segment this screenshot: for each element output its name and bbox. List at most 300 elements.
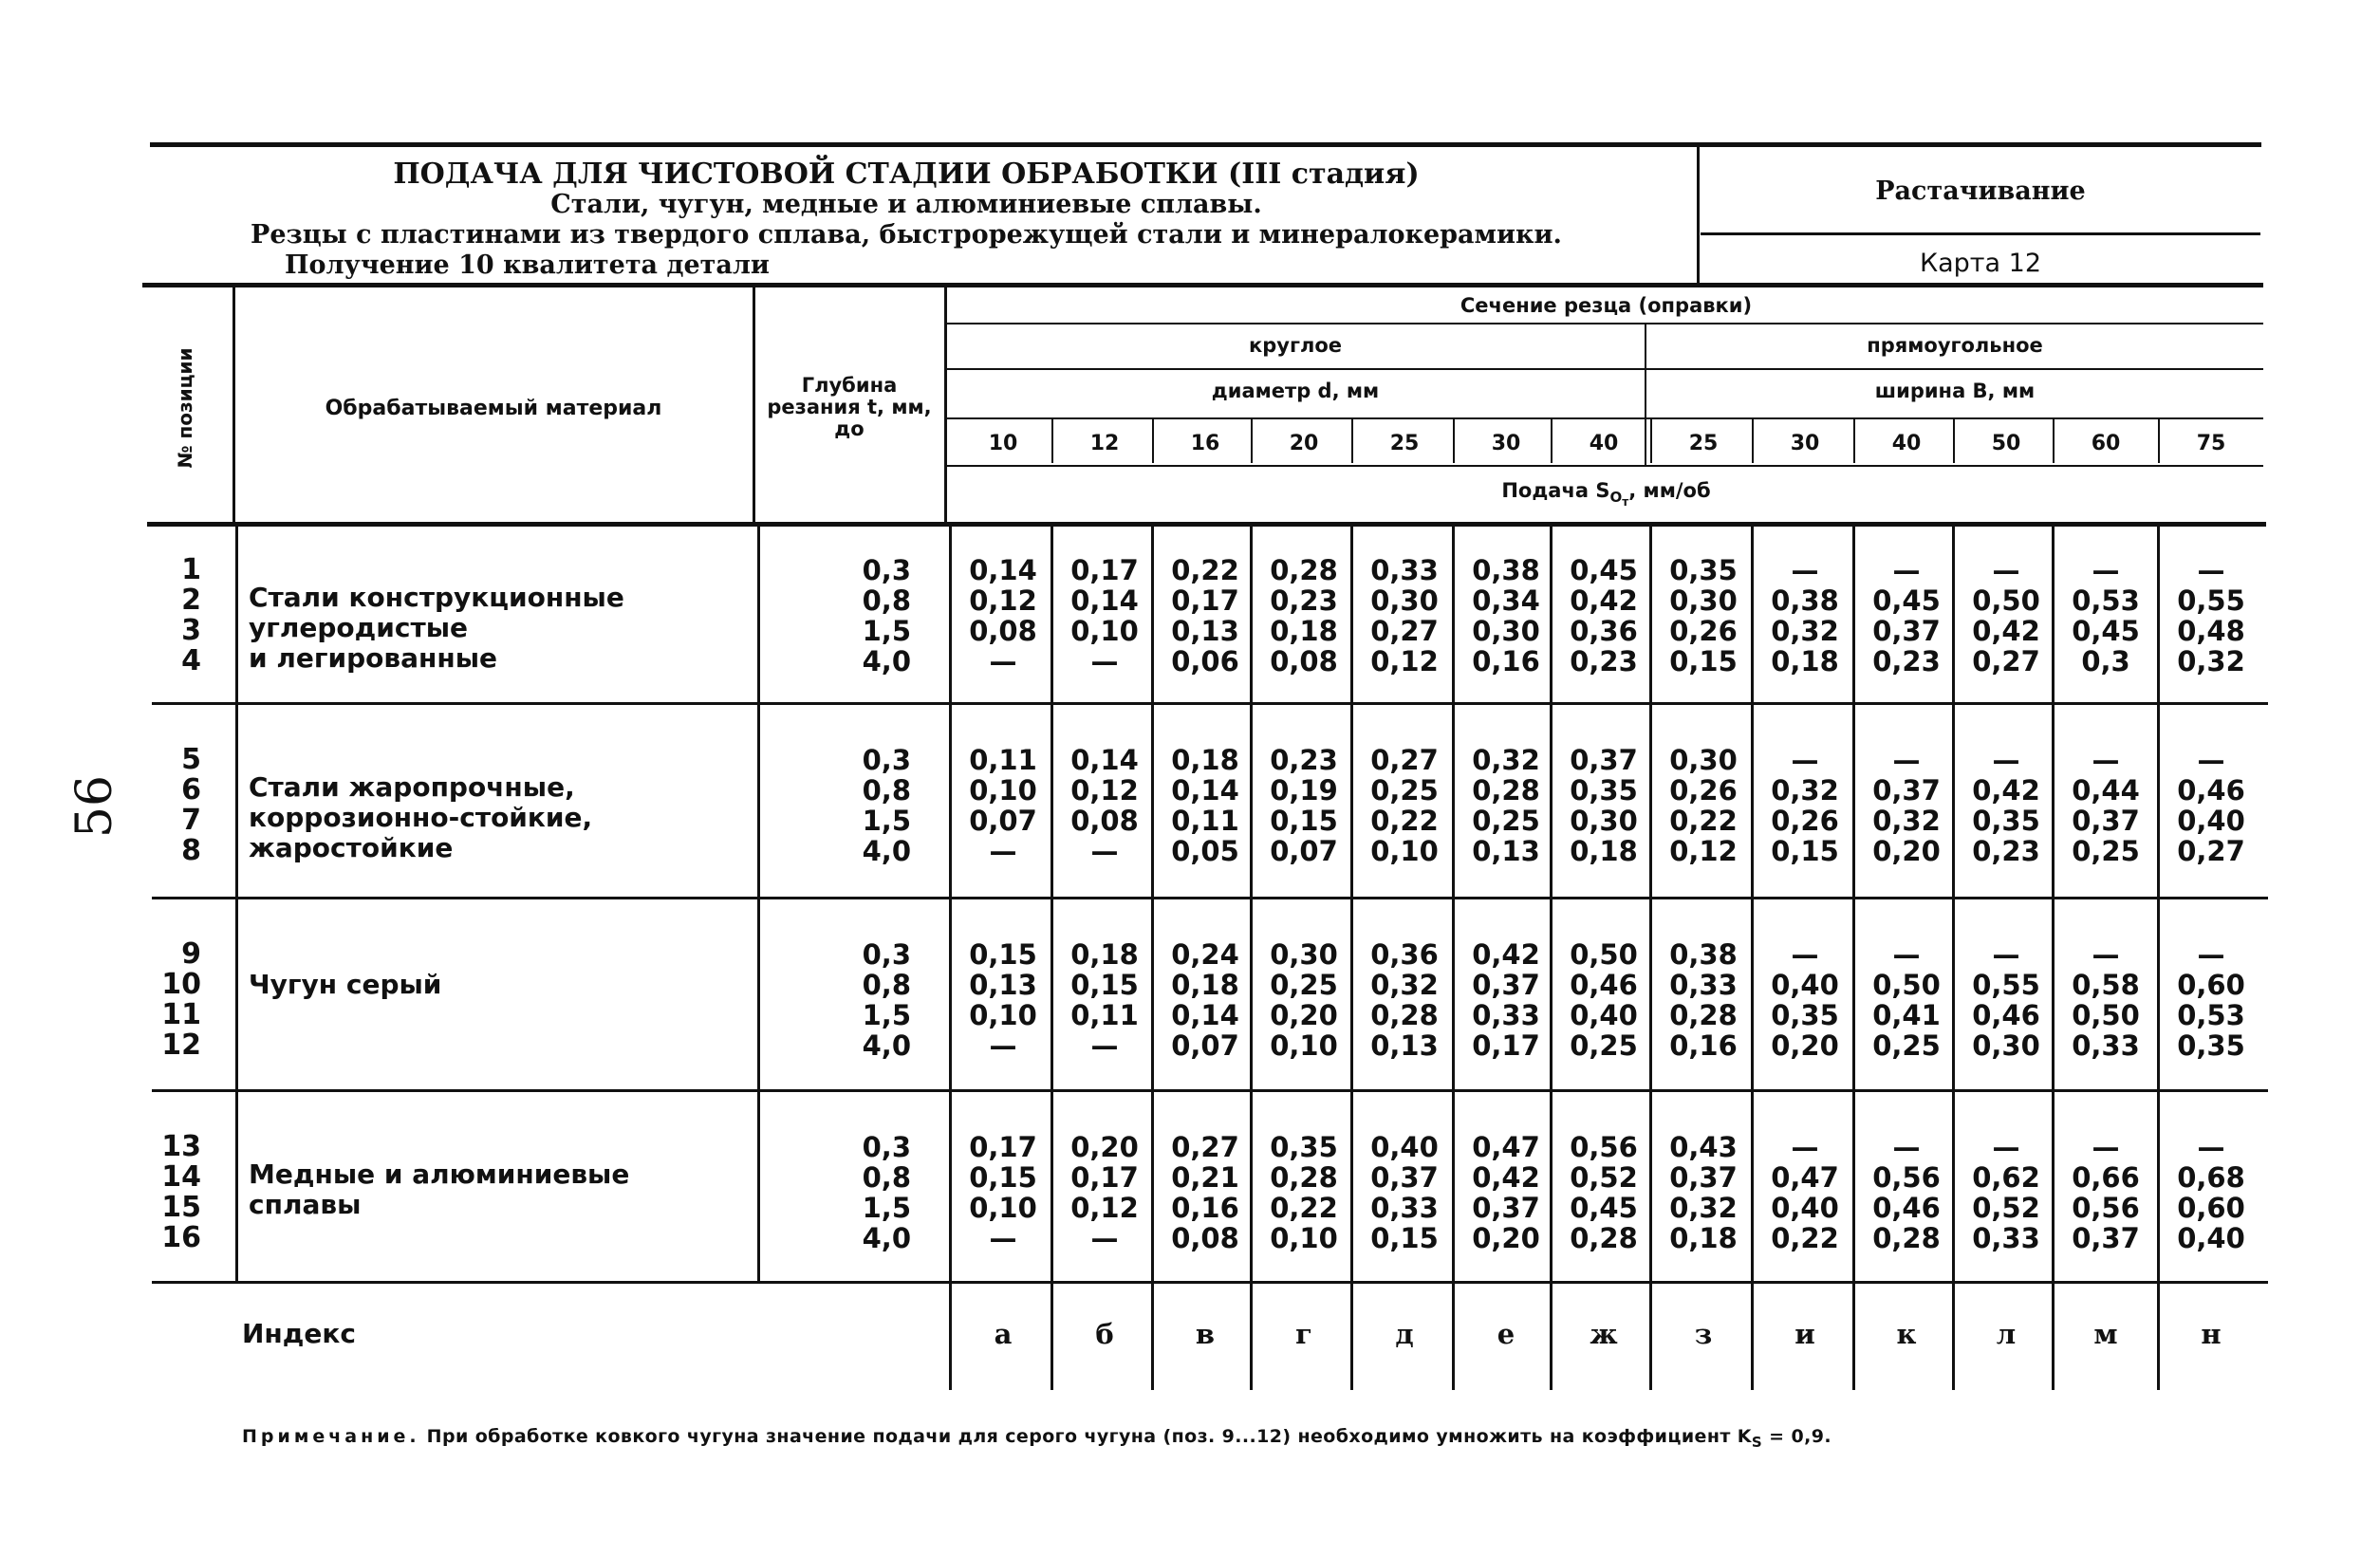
size-separator bbox=[2053, 419, 2055, 463]
feed-value: 0,62 bbox=[1972, 1161, 2040, 1194]
size-header: 40 bbox=[1589, 432, 1619, 455]
title-line-3: Резцы с пластинами из твердого сплава, быстрорежущей стали и минералокерамики. bbox=[251, 220, 1562, 250]
feed-value: 0,52 bbox=[1570, 1161, 1638, 1194]
size-separator bbox=[1051, 419, 1053, 463]
feed-value: 0,08 bbox=[1171, 1222, 1239, 1254]
position-number: 12 bbox=[161, 1029, 201, 1062]
size-header: 20 bbox=[1289, 432, 1319, 455]
feed-value: 0,53 bbox=[2177, 999, 2245, 1031]
position-number: 11 bbox=[161, 998, 201, 1031]
feed-value: — bbox=[2197, 938, 2225, 971]
feed-value: 0,18 bbox=[1669, 1222, 1738, 1254]
feed-value: 0,19 bbox=[1270, 774, 1338, 806]
depth-value: 1,5 bbox=[862, 999, 911, 1031]
material-name: Стали конструкционные bbox=[249, 581, 624, 613]
feed-value: 0,27 bbox=[1370, 615, 1439, 647]
feed-value: 0,14 bbox=[1171, 999, 1239, 1031]
feed-value: 0,14 bbox=[1070, 744, 1139, 776]
feed-value: 0,07 bbox=[1270, 835, 1338, 867]
feed-value: — bbox=[1791, 1131, 1819, 1163]
size-separator bbox=[1752, 419, 1754, 463]
depth-value: 1,5 bbox=[862, 615, 911, 647]
feed-value: 0,30 bbox=[1472, 615, 1540, 647]
feed-label bbox=[949, 479, 2263, 509]
feed-value: 0,18 bbox=[1570, 835, 1638, 867]
feed-value: 0,17 bbox=[1070, 554, 1139, 586]
feed-value: 0,18 bbox=[1171, 744, 1239, 776]
feed-value: 0,42 bbox=[1570, 584, 1638, 617]
col-line-depth bbox=[753, 285, 755, 522]
feed-value: 0,10 bbox=[969, 774, 1037, 806]
feed-value: 0,41 bbox=[1872, 999, 1941, 1031]
feed-value: 0,22 bbox=[1270, 1192, 1338, 1224]
feed-value: 0,12 bbox=[1070, 774, 1139, 806]
feed-value: 0,15 bbox=[1771, 835, 1839, 867]
feed-value: 0,27 bbox=[2177, 835, 2245, 867]
depth-value: 0,3 bbox=[862, 1131, 911, 1163]
size-separator bbox=[1251, 419, 1253, 463]
feed-value: 0,32 bbox=[1472, 744, 1540, 776]
note-subscript: S bbox=[1751, 1433, 1763, 1451]
group-separator bbox=[152, 1281, 2268, 1284]
feed-value: 0,43 bbox=[1669, 1131, 1738, 1163]
group-separator bbox=[152, 897, 2268, 899]
depth-value: 0,3 bbox=[862, 744, 911, 776]
feed-value: 0,25 bbox=[1270, 969, 1338, 1001]
feed-value: 0,10 bbox=[969, 999, 1037, 1031]
feed-value: 0,15 bbox=[1370, 1222, 1439, 1254]
position-number: 9 bbox=[181, 937, 201, 971]
feed-value: 0,28 bbox=[1669, 999, 1738, 1031]
position-number: 8 bbox=[181, 834, 201, 867]
note bbox=[242, 1426, 1831, 1451]
feed-value: — bbox=[1090, 1222, 1119, 1254]
feed-value: 0,33 bbox=[1370, 554, 1439, 586]
feed-value: 0,45 bbox=[2072, 615, 2140, 647]
depth-value: 1,5 bbox=[862, 1192, 911, 1224]
feed-value: 0,27 bbox=[1171, 1131, 1239, 1163]
feed-subsub: т bbox=[1622, 495, 1629, 510]
feed-value: 0,37 bbox=[1570, 744, 1638, 776]
depth-value: 1,5 bbox=[862, 805, 911, 837]
feed-value: 0,38 bbox=[1771, 584, 1839, 617]
position-number: 10 bbox=[161, 968, 201, 1001]
group-rect-label: прямоугольное bbox=[1867, 334, 2043, 357]
feed-value: — bbox=[1892, 1131, 1921, 1163]
feed-value: — bbox=[1791, 554, 1819, 586]
feed-value: 0,14 bbox=[1171, 774, 1239, 806]
feed-value: 0,50 bbox=[1570, 938, 1638, 971]
feed-value: — bbox=[1892, 744, 1921, 776]
feed-value: 0,37 bbox=[1872, 774, 1941, 806]
feed-value: 0,28 bbox=[1570, 1222, 1638, 1254]
card-rule bbox=[1701, 232, 2260, 235]
feed-value: 0,50 bbox=[1872, 969, 1941, 1001]
feed-value: — bbox=[2092, 744, 2120, 776]
title-line-1: ПОДАЧА ДЛЯ ЧИСТОВОЙ СТАДИИ ОБРАБОТКИ (III стадия) bbox=[393, 158, 1420, 191]
group-separator bbox=[152, 702, 2268, 705]
feed-value: 0,16 bbox=[1171, 1192, 1239, 1224]
size-header: 40 bbox=[1891, 432, 1922, 455]
feed-value: 0,14 bbox=[969, 554, 1037, 586]
operation-label: Растачивание bbox=[1875, 176, 2086, 206]
material-column-header: Обрабатываемый материал bbox=[325, 397, 662, 420]
feed-value: 0,13 bbox=[1472, 835, 1540, 867]
feed-value: 0,11 bbox=[1070, 999, 1139, 1031]
position-number: 3 bbox=[181, 614, 201, 647]
feed-value: 0,28 bbox=[1270, 1161, 1338, 1194]
feed-value: 0,23 bbox=[1872, 645, 1941, 677]
feed-value: — bbox=[1992, 744, 2020, 776]
material-name: сплавы bbox=[249, 1188, 362, 1220]
feed-value: 0,20 bbox=[1771, 1029, 1839, 1062]
depth-column-header: Глубина резания t, мм, до bbox=[767, 374, 932, 440]
feed-value: — bbox=[989, 835, 1017, 867]
size-header: 50 bbox=[1991, 432, 2021, 455]
index-value: г bbox=[1295, 1318, 1312, 1350]
col-line-material bbox=[232, 285, 235, 522]
feed-value: 0,10 bbox=[969, 1192, 1037, 1224]
feed-value: 0,08 bbox=[1070, 805, 1139, 837]
feed-value: 0,15 bbox=[1270, 805, 1338, 837]
index-value: и bbox=[1794, 1318, 1815, 1350]
group-separator bbox=[152, 1089, 2268, 1092]
feed-value: 0,10 bbox=[1270, 1222, 1338, 1254]
feed-value: 0,15 bbox=[1669, 645, 1738, 677]
feed-value: 0,30 bbox=[1370, 584, 1439, 617]
feed-value: 0,18 bbox=[1771, 645, 1839, 677]
feed-value: 0,23 bbox=[1570, 645, 1638, 677]
feed-value: 0,10 bbox=[1070, 615, 1139, 647]
size-header: 12 bbox=[1089, 432, 1120, 455]
feed-value: — bbox=[1090, 835, 1119, 867]
feed-value: 0,12 bbox=[969, 584, 1037, 617]
feed-value: — bbox=[1090, 1029, 1119, 1062]
feed-value: — bbox=[1791, 744, 1819, 776]
feed-value: 0,17 bbox=[1070, 1161, 1139, 1194]
position-number: 1 bbox=[181, 553, 201, 586]
feed-value: 0,17 bbox=[969, 1131, 1037, 1163]
material-name: Стали жаропрочные, bbox=[249, 770, 575, 803]
feed-subscript: O bbox=[1609, 489, 1623, 507]
feed-value: 0,45 bbox=[1570, 1192, 1638, 1224]
feed-value: 0,32 bbox=[1872, 805, 1941, 837]
feed-value: 0,17 bbox=[1171, 584, 1239, 617]
feed-value: 0,46 bbox=[1872, 1192, 1941, 1224]
feed-value: 0,40 bbox=[1570, 999, 1638, 1031]
feed-value: 0,08 bbox=[969, 615, 1037, 647]
feed-value: 0,35 bbox=[1669, 554, 1738, 586]
feed-value: 0,22 bbox=[1771, 1222, 1839, 1254]
position-number: 13 bbox=[161, 1130, 201, 1163]
feed-value: 0,53 bbox=[2072, 584, 2140, 617]
top-rule bbox=[150, 142, 2261, 147]
size-header: 30 bbox=[1491, 432, 1521, 455]
feed-value: 0,16 bbox=[1472, 645, 1540, 677]
feed-value: 0,20 bbox=[1472, 1222, 1540, 1254]
size-header: 60 bbox=[2091, 432, 2121, 455]
index-value: ж bbox=[1590, 1318, 1618, 1350]
feed-value: 0,37 bbox=[1472, 969, 1540, 1001]
feed-value: 0,16 bbox=[1669, 1029, 1738, 1062]
material-name: Чугун серый bbox=[249, 969, 442, 1000]
feed-value: 0,40 bbox=[1370, 1131, 1439, 1163]
feed-value: 0,12 bbox=[1370, 645, 1439, 677]
depth-value: 0,8 bbox=[862, 969, 911, 1001]
feed-value: 0,25 bbox=[1570, 1029, 1638, 1062]
value-col-line bbox=[2157, 524, 2160, 1390]
feed-value: — bbox=[1992, 554, 2020, 586]
feed-value: 0,47 bbox=[1771, 1161, 1839, 1194]
feed-value: 0,26 bbox=[1771, 805, 1839, 837]
feed-value: 0,58 bbox=[2072, 969, 2140, 1001]
position-number: 7 bbox=[181, 804, 201, 837]
feed-value: 0,44 bbox=[2072, 774, 2140, 806]
depth-value: 4,0 bbox=[862, 645, 911, 677]
feed-value: — bbox=[2092, 1131, 2120, 1163]
feed-value: 0,25 bbox=[1872, 1029, 1941, 1062]
feed-value: 0,20 bbox=[1070, 1131, 1139, 1163]
feed-value: — bbox=[989, 645, 1017, 677]
feed-value: 0,35 bbox=[1972, 805, 2040, 837]
feed-value: 0,50 bbox=[2072, 999, 2140, 1031]
position-number: 16 bbox=[161, 1221, 201, 1254]
material-name: коррозионно-стойкие, bbox=[249, 801, 593, 833]
depth-value: 4,0 bbox=[862, 1029, 911, 1062]
feed-value: 0,17 bbox=[1472, 1029, 1540, 1062]
position-number: 4 bbox=[181, 644, 201, 677]
depth-value: 4,0 bbox=[862, 835, 911, 867]
feed-value: 0,14 bbox=[1070, 584, 1139, 617]
depth-value: 4,0 bbox=[862, 1222, 911, 1254]
round-dim-label: диаметр d, мм bbox=[1211, 380, 1380, 402]
size-separator bbox=[1853, 419, 1855, 463]
feed-value: 0,30 bbox=[1669, 744, 1738, 776]
depth-value: 0,3 bbox=[862, 938, 911, 971]
feed-value: 0,28 bbox=[1370, 999, 1439, 1031]
feed-value: 0,15 bbox=[1070, 969, 1139, 1001]
feed-value: 0,45 bbox=[1570, 554, 1638, 586]
rule-group bbox=[946, 368, 2263, 370]
size-separator bbox=[1351, 419, 1353, 463]
feed-value: 0,28 bbox=[1270, 554, 1338, 586]
feed-value: 0,3 bbox=[2081, 645, 2130, 677]
col-line-material-body bbox=[235, 524, 238, 1283]
feed-value: 0,25 bbox=[1472, 805, 1540, 837]
feed-value: 0,13 bbox=[969, 969, 1037, 1001]
feed-value: 0,56 bbox=[2072, 1192, 2140, 1224]
feed-value: 0,38 bbox=[1669, 938, 1738, 971]
feed-value: 0,40 bbox=[1771, 969, 1839, 1001]
feed-value: 0,33 bbox=[1472, 999, 1540, 1031]
index-value: л bbox=[1996, 1318, 2017, 1350]
feed-value: 0,22 bbox=[1370, 805, 1439, 837]
index-value: а bbox=[994, 1318, 1013, 1350]
card-number: Карта 12 bbox=[1919, 249, 2042, 278]
material-name: жаростойкие bbox=[249, 831, 454, 863]
feed-value: 0,46 bbox=[2177, 774, 2245, 806]
feed-value: — bbox=[2197, 744, 2225, 776]
col-line-values bbox=[944, 285, 947, 522]
size-separator bbox=[2158, 419, 2160, 463]
feed-value: 0,26 bbox=[1669, 615, 1738, 647]
feed-value: 0,47 bbox=[1472, 1131, 1540, 1163]
feed-value: 0,23 bbox=[1270, 744, 1338, 776]
feed-value: 0,34 bbox=[1472, 584, 1540, 617]
feed-value: 0,30 bbox=[1972, 1029, 2040, 1062]
feed-value: 0,22 bbox=[1669, 805, 1738, 837]
feed-value: 0,32 bbox=[1370, 969, 1439, 1001]
feed-value: 0,15 bbox=[969, 1161, 1037, 1194]
depth-value: 0,8 bbox=[862, 584, 911, 617]
header-bottom-rule bbox=[147, 522, 2266, 527]
depth-value: 0,8 bbox=[862, 1161, 911, 1194]
feed-value: 0,42 bbox=[1472, 938, 1540, 971]
group-round-label: круглое bbox=[1249, 334, 1342, 357]
size-header: 25 bbox=[1389, 432, 1420, 455]
feed-value: 0,33 bbox=[1669, 969, 1738, 1001]
feed-value: 0,36 bbox=[1570, 615, 1638, 647]
feed-value: — bbox=[989, 1029, 1017, 1062]
feed-value: 0,18 bbox=[1070, 938, 1139, 971]
feed-value: 0,48 bbox=[2177, 615, 2245, 647]
feed-value: 0,30 bbox=[1669, 584, 1738, 617]
feed-value: 0,46 bbox=[1972, 999, 2040, 1031]
feed-value: 0,15 bbox=[969, 938, 1037, 971]
size-header: 10 bbox=[988, 432, 1018, 455]
feed-value: 0,55 bbox=[1972, 969, 2040, 1001]
feed-value: — bbox=[2197, 554, 2225, 586]
feed-value: 0,25 bbox=[1370, 774, 1439, 806]
index-value: м bbox=[2093, 1318, 2118, 1350]
note-text: При обработке ковкого чугуна значение подачи для серого чугуна (поз. 9...12) необходимо умножить на коэффициент K bbox=[426, 1426, 1752, 1447]
feed-value: 0,07 bbox=[1171, 1029, 1239, 1062]
feed-value: 0,60 bbox=[2177, 1192, 2245, 1224]
feed-value: 0,35 bbox=[2177, 1029, 2245, 1062]
index-value: б bbox=[1095, 1318, 1114, 1350]
feed-value: — bbox=[2092, 554, 2120, 586]
feed-value: 0,35 bbox=[1570, 774, 1638, 806]
feed-value: 0,08 bbox=[1270, 645, 1338, 677]
feed-value: 0,06 bbox=[1171, 645, 1239, 677]
material-name: и легированные bbox=[249, 641, 498, 674]
col-line-depth-body bbox=[757, 524, 760, 1283]
title-line-2: Стали, чугун, медные и алюминиевые сплавы. bbox=[550, 190, 1262, 219]
feed-value: 0,25 bbox=[2072, 835, 2140, 867]
feed-value: 0,37 bbox=[1669, 1161, 1738, 1194]
feed-value: 0,23 bbox=[1270, 584, 1338, 617]
index-value: в bbox=[1195, 1318, 1216, 1350]
page-number: 56 bbox=[66, 774, 123, 839]
feed-value: — bbox=[1892, 554, 1921, 586]
feed-value: 0,33 bbox=[2072, 1029, 2140, 1062]
feed-value: 0,40 bbox=[2177, 1222, 2245, 1254]
index-value: н bbox=[2201, 1318, 2222, 1350]
rule-section bbox=[946, 323, 2263, 324]
feed-value: 0,11 bbox=[1171, 805, 1239, 837]
feed-value: — bbox=[989, 1222, 1017, 1254]
feed-value: 0,21 bbox=[1171, 1161, 1239, 1194]
position-number: 6 bbox=[181, 773, 201, 806]
position-number: 15 bbox=[161, 1191, 201, 1224]
size-separator bbox=[1953, 419, 1955, 463]
feed-value: 0,37 bbox=[1370, 1161, 1439, 1194]
feed-value: 0,37 bbox=[2072, 1222, 2140, 1254]
feed-value: 0,23 bbox=[1972, 835, 2040, 867]
value-col-line bbox=[949, 524, 952, 1390]
rule-sizes bbox=[946, 465, 2263, 467]
feed-value: — bbox=[1992, 1131, 2020, 1163]
feed-unit: , мм/об bbox=[1628, 479, 1711, 502]
index-value: д bbox=[1395, 1318, 1414, 1350]
feed-value: 0,05 bbox=[1171, 835, 1239, 867]
feed-label-text: Подача S bbox=[1501, 479, 1610, 502]
feed-value: 0,12 bbox=[1669, 835, 1738, 867]
feed-value: 0,24 bbox=[1171, 938, 1239, 971]
feed-value: 0,22 bbox=[1171, 554, 1239, 586]
feed-value: 0,27 bbox=[1370, 744, 1439, 776]
position-column-header: № позиции bbox=[174, 347, 196, 469]
index-value: к bbox=[1896, 1318, 1917, 1350]
note-suffix: = 0,9. bbox=[1762, 1426, 1831, 1447]
feed-value: 0,33 bbox=[1972, 1222, 2040, 1254]
header-divider bbox=[1697, 142, 1700, 283]
feed-value: 0,37 bbox=[2072, 805, 2140, 837]
feed-value: 0,36 bbox=[1370, 938, 1439, 971]
feed-value: 0,56 bbox=[1872, 1161, 1941, 1194]
material-name: углеродистые bbox=[249, 611, 469, 643]
feed-value: 0,28 bbox=[1872, 1222, 1941, 1254]
feed-value: 0,10 bbox=[1370, 835, 1439, 867]
feed-value: 0,56 bbox=[1570, 1131, 1638, 1163]
size-separator bbox=[1453, 419, 1455, 463]
feed-value: 0,37 bbox=[1472, 1192, 1540, 1224]
feed-value: 0,42 bbox=[1972, 774, 2040, 806]
feed-value: 0,37 bbox=[1872, 615, 1941, 647]
feed-value: 0,32 bbox=[2177, 645, 2245, 677]
rule-dim bbox=[946, 417, 2263, 419]
depth-value: 0,3 bbox=[862, 554, 911, 586]
feed-value: 0,32 bbox=[1771, 615, 1839, 647]
feed-value: 0,60 bbox=[2177, 969, 2245, 1001]
feed-value: 0,28 bbox=[1472, 774, 1540, 806]
feed-value: 0,55 bbox=[2177, 584, 2245, 617]
feed-value: 0,40 bbox=[1771, 1192, 1839, 1224]
size-separator bbox=[1152, 419, 1154, 463]
index-label: Индекс bbox=[242, 1318, 356, 1349]
feed-value: 0,27 bbox=[1972, 645, 2040, 677]
rect-dim-label: ширина B, мм bbox=[1874, 380, 2036, 402]
size-header: 75 bbox=[2196, 432, 2226, 455]
feed-value: 0,11 bbox=[969, 744, 1037, 776]
feed-value: 0,35 bbox=[1771, 999, 1839, 1031]
feed-value: 0,12 bbox=[1070, 1192, 1139, 1224]
feed-value: 0,20 bbox=[1872, 835, 1941, 867]
size-header: 25 bbox=[1688, 432, 1719, 455]
feed-value: 0,40 bbox=[2177, 805, 2245, 837]
feed-value: — bbox=[1090, 645, 1119, 677]
feed-value: 0,13 bbox=[1370, 1029, 1439, 1062]
feed-value: 0,07 bbox=[969, 805, 1037, 837]
feed-value: 0,18 bbox=[1171, 969, 1239, 1001]
feed-value: 0,30 bbox=[1270, 938, 1338, 971]
size-separator bbox=[1650, 419, 1652, 463]
index-value: з bbox=[1694, 1318, 1713, 1350]
feed-value: — bbox=[1892, 938, 1921, 971]
feed-value: 0,13 bbox=[1171, 615, 1239, 647]
section-header: Сечение резца (оправки) bbox=[1460, 294, 1753, 317]
feed-value: — bbox=[2197, 1131, 2225, 1163]
